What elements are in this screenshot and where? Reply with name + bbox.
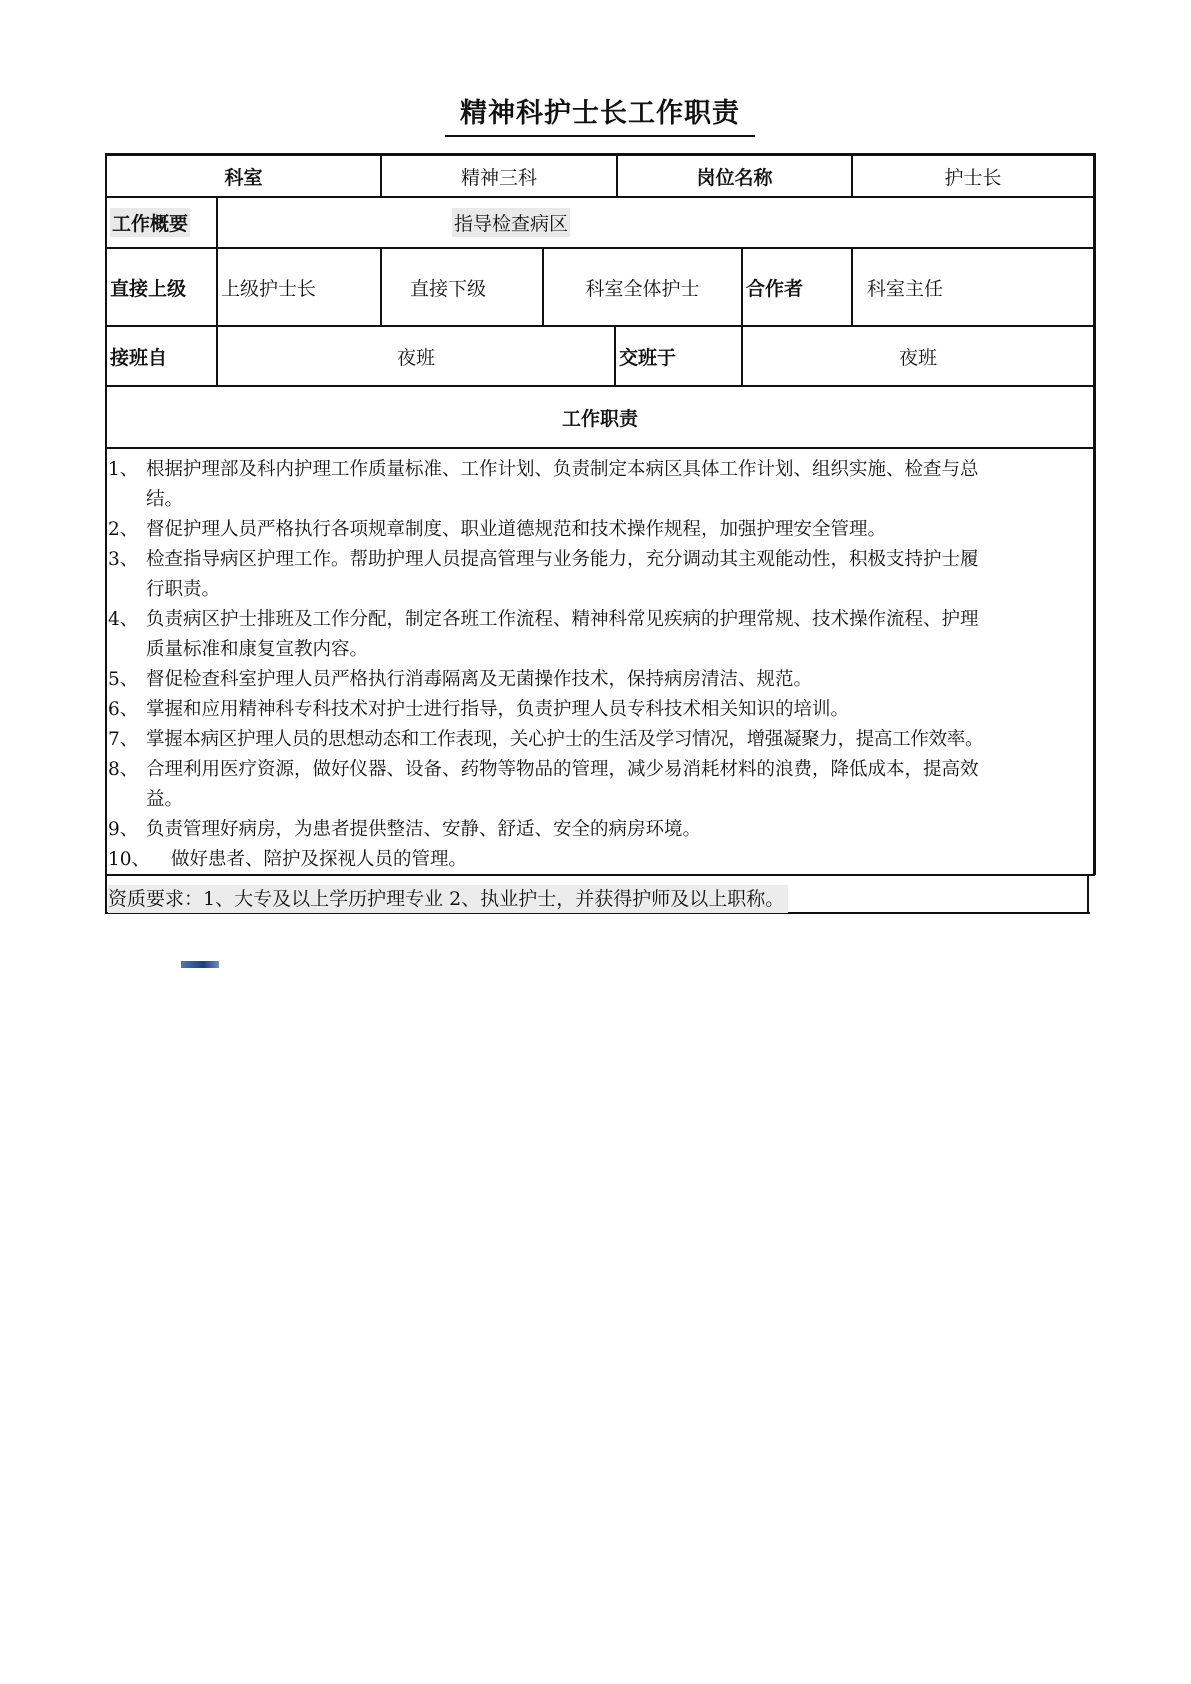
duty-number: 2、 xyxy=(108,519,139,540)
handover-to-label: 交班于 xyxy=(619,346,677,369)
duties-heading: 工作职责 xyxy=(561,407,638,430)
duty-item xyxy=(108,545,1108,605)
partner-label: 合作者 xyxy=(746,277,804,300)
partner-value: 科室主任 xyxy=(867,277,944,300)
duty-text-continued: 行职责。 xyxy=(146,579,221,600)
duty-item xyxy=(108,695,1108,725)
handover-from-label: 接班自 xyxy=(110,346,168,369)
duty-number: 5、 xyxy=(108,669,139,690)
image-fragment xyxy=(181,961,219,968)
duty-number: 3、 xyxy=(108,549,139,570)
duty-number: 9、 xyxy=(108,819,139,840)
duty-number: 10、 xyxy=(108,849,151,870)
duty-text: 掌握本病区护理人员的思想动态和工作表现，关心护士的生活及学习情况，增强凝聚力，提高工作效率。 xyxy=(146,729,984,750)
document-title: 精神科护士长工作职责 xyxy=(460,98,740,129)
summary-label xyxy=(107,198,216,247)
duty-number: 4、 xyxy=(108,609,139,630)
duty-number: 8、 xyxy=(108,759,139,780)
duty-text: 合理利用医疗资源，做好仪器、设备、药物等物品的管理，减少易消耗材料的浪费，降低成本，提高效 xyxy=(146,759,979,780)
duty-item xyxy=(108,605,1108,665)
qualification-text: 资质要求：1、大专及以上学历护理专业 2、执业护士，并获得护师及以上职称。 xyxy=(108,885,788,913)
duty-text-continued: 质量标准和康复宣教内容。 xyxy=(146,639,369,660)
duty-text: 负责管理好病房，为患者提供整洁、安静、舒适、安全的病房环境。 xyxy=(146,819,702,840)
department-value: 精神三科 xyxy=(460,166,537,189)
superior-value: 上级护士长 xyxy=(221,277,317,300)
duty-item xyxy=(108,665,1108,695)
summary-value-text: 指导检查病区 xyxy=(452,208,570,237)
superior-label: 直接上级 xyxy=(110,277,187,300)
position-value: 护士长 xyxy=(944,166,1002,189)
subordinate-value: 科室全体护士 xyxy=(585,277,700,300)
table-col-divider xyxy=(216,196,218,249)
duty-number: 6、 xyxy=(108,699,139,720)
duty-number: 7、 xyxy=(108,729,139,750)
duty-item xyxy=(108,815,1108,845)
summary-label-text: 工作概要 xyxy=(110,208,190,237)
duty-item xyxy=(108,755,1108,815)
handover-from-value: 夜班 xyxy=(396,346,435,369)
table-border-right-qual xyxy=(1087,874,1089,914)
department-label: 科室 xyxy=(224,166,263,189)
duty-text: 督促护理人员严格执行各项规章制度、职业道德规范和技术操作规程，加强护理安全管理。 xyxy=(146,519,887,540)
position-label: 岗位名称 xyxy=(696,166,773,189)
duty-text-continued: 益。 xyxy=(146,789,184,810)
duty-text-continued: 结。 xyxy=(146,489,184,510)
summary-value xyxy=(449,198,749,247)
duty-text: 根据护理部及科内护理工作质量标准、工作计划、负责制定本病区具体工作计划、组织实施、检查与总 xyxy=(146,459,979,480)
duty-item xyxy=(108,725,1108,755)
duty-text: 掌握和应用精神科专科技术对护士进行指导，负责护理人员专科技术相关知识的培训。 xyxy=(146,699,850,720)
duty-item xyxy=(108,845,1108,875)
table-row-divider xyxy=(105,447,1095,449)
subordinate-label: 直接下级 xyxy=(409,277,486,300)
duty-text: 负责病区护士排班及工作分配，制定各班工作流程、精神科常见疾病的护理常规、技术操作流程、护理 xyxy=(146,609,979,630)
title-underline xyxy=(445,135,755,137)
duty-number: 1、 xyxy=(108,459,139,480)
handover-to-value: 夜班 xyxy=(898,346,937,369)
duty-text: 检查指导病区护理工作。帮助护理人员提高管理与业务能力，充分调动其主观能动性，积极支持护士履 xyxy=(146,549,979,570)
duty-text: 做好患者、陪护及探视人员的管理。 xyxy=(171,849,468,870)
duty-item xyxy=(108,455,1108,515)
duty-text: 督促检查科室护理人员严格执行消毒隔离及无菌操作技术，保持病房清洁、规范。 xyxy=(146,669,813,690)
duty-item xyxy=(108,515,1108,545)
